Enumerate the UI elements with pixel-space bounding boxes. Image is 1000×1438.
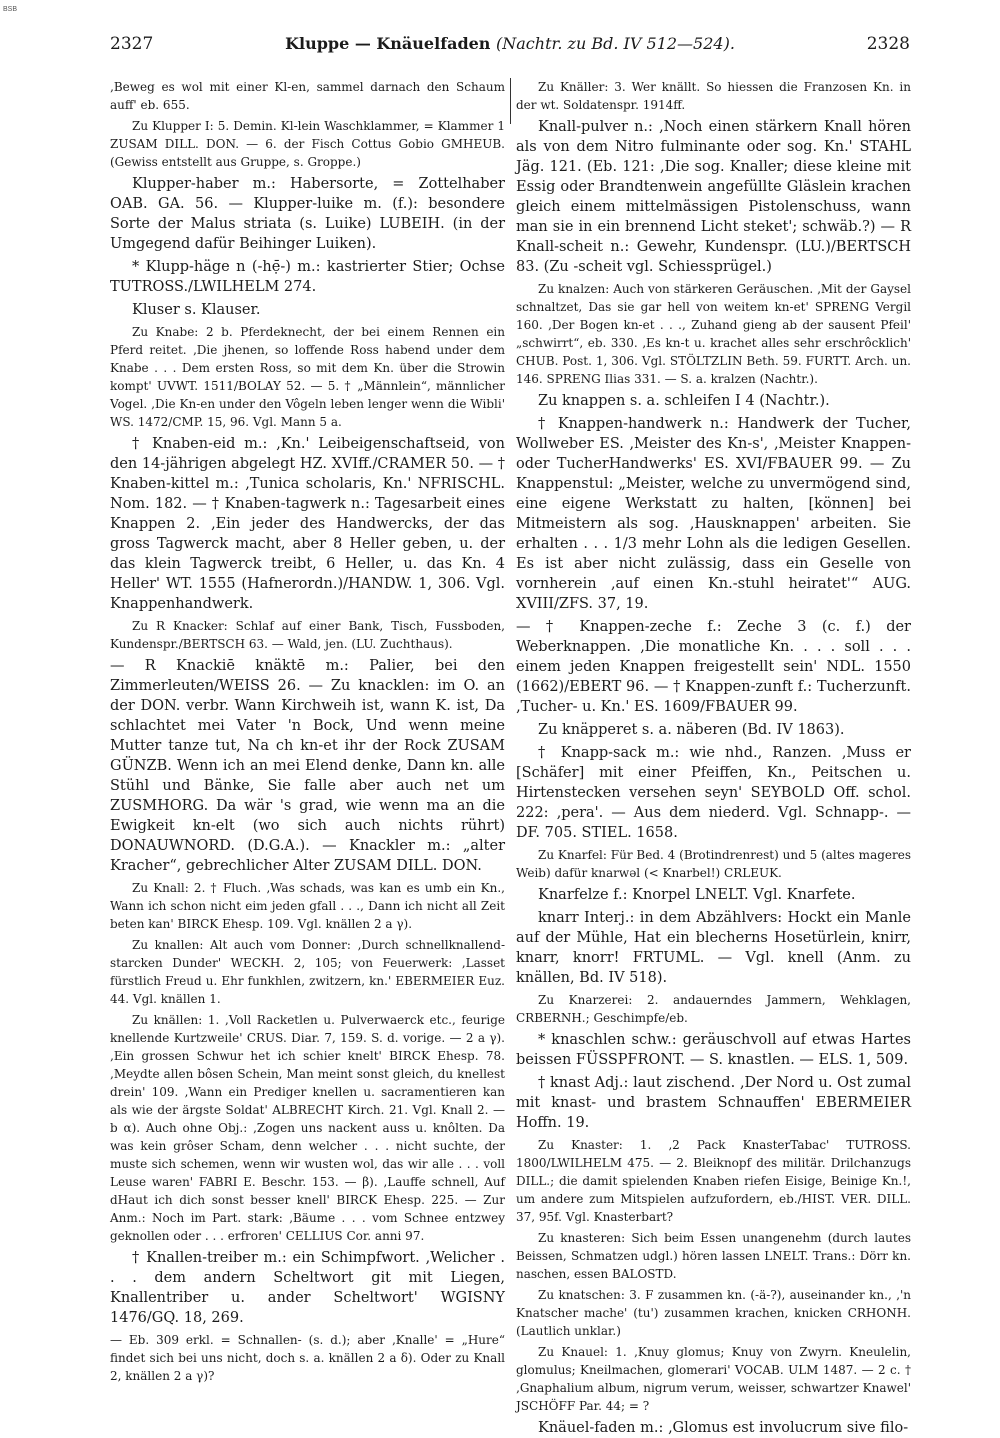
dictionary-entry: Kluser s. Klauser. [132, 302, 261, 318]
dictionary-entry: Zu R Knacker: Schlaf auf einer Bank, Tisch, Fussboden, Kundenspr./BERTSCH 63. — Wald, jen. (LU. Zuchthaus). [110, 619, 505, 651]
dictionary-entry: † knast Adj.: laut zischend. ‚Der Nord u. Ost zumal mit knast- und brastem Schnauffen' EBERMEIER Hoffn. 19. [516, 1075, 911, 1131]
dictionary-entry: Knall-pulver n.: ‚Noch einen stärkern Knall hören als von dem Nitro fulminante oder sog. Kn.' STAHL Jäg. 121. (Eb. 121: ‚Die sog. Knaller; diese kleine mit Essig oder Brandtenwein angefüllte Gläslein krachen gleich einem mittelmässigen Pistolenschuss, wann man sie in ein brennend Licht steket'; schwäb.?) — R Knall-scheit n.: Gewehr, Kundenspr. (LU.)/BERTSCH 83. (Zu -scheit vgl. Schiessprügel.) [516, 119, 911, 275]
dictionary-entry: Zu knalzen: Auch von stärkeren Geräuschen. ‚Mit der Gaysel schnaltzet, Das sie gar hell von weitem kn-et' SPRENG Vergil 160. ‚Der Bogen kn-et . . ., Zuhand gieng ab der sausent Pfeil' „schwirrt“, eb. 330. ‚Es kn-t u. krachet alles sehr erschrôcklich' CHUB. Post. 1, 306. Vgl. STÖLTZLIN Beth. 59. FURTT. Arch. un. 146. SPRENG Ilias 331. — S. a. kralzen (Nachtr.). [516, 282, 911, 386]
dictionary-entry: knarr Interj.: in dem Abzählvers: Hockt ein Manle auf der Mühle, Hat ein blecherns Hosetürlein, knirr, knarr, knorr! FRTUML. — Vgl. knell (Anm. zu knällen, Bd. IV 518). [516, 910, 911, 986]
running-title-note: (Nachtr. zu Bd. IV 512—524). [496, 34, 735, 53]
dictionary-entry: Zu knasteren: Sich beim Essen unangenehm (durch lautes Beissen, Schmatzen udgl.) hören lassen LNELT. Trans.: Dörr kn. naschen, essen BALOSTD. [516, 1231, 911, 1281]
dictionary-entry: Zu Knabe: 2 b. Pferdeknecht, der bei einem Rennen ein Pferd reitet. ‚Die jhenen, so loffende Ross habend under dem Knabe . . . Dem ersten Ross, so mit dem Kn. über die Strowin kompt' UVWT. 1511/BOLAY 52. — 5. † „Männlein“, männlicher Vogel. ‚Die Kn-en under den Vôgeln leben lenger wenn die Wibli' WS. 1472/CMP. 15, 96. Vgl. Mann 5 a. [110, 325, 505, 429]
dictionary-entry: Knäuel-faden m.: ‚Glomus est involucrum sive filo- [538, 1420, 909, 1436]
dictionary-entry: † Knaben-eid m.: ‚Kn.' Leibeigenschaftseid, von den 14-jährigen abgelegt HZ. XVIff./CRAMER 50. — † Knaben-kittel m.: ‚Tunica scholaris, Kn.' NFRISCHL. Nom. 182. — † Knaben-tagwerk n.: Tagesarbeit eines Knappen 2. ‚Ein jeder des Handwercks, der das gross Tagwerck macht, aber 8 Heller geben, u. der das klein Tagwerck treibt, 6 Heller, u. das Kn. 4 Heller' WT. 1555 (Hafnerordn.)/HANDW. 1, 306. Vgl. Knappenhandwerk. [110, 436, 505, 612]
dictionary-entry: Klupper-haber m.: Habersorte, = Zottelhaber OAB. GA. 56. — Klupper-luike m. (f.): besondere Sorte der Malus striata (s. Luike) LUBEIH. (in der Umgegend dafür Beihinger Luiken). [110, 176, 505, 252]
dictionary-entry: — † Knappen-zeche f.: Zeche 3 (c. f.) der Weberknappen. ‚Die monatliche Kn. . . . soll . . . einem jeden Knappen freigestellt sein' NDL. 1550 (1662)/EBERT 96. — † Knappen-zunft f.: Tucherzunft. ‚Tucher- u. Kn.' ES. 1609/FBAUER 99. [516, 619, 911, 715]
dictionary-entry: ‚Beweg es wol mit einer Kl-en, sammel darnach den Schaum auff' eb. 655. [110, 80, 505, 112]
dictionary-entry: — R Knackiē knäktē m.: Palier, bei den Zimmerleuten/WEISS 26. — Zu knacklen: im O. an der DON. verbr. Wann Kirchweih ist, wann K. ist, Da schlachtet mei Vater 'n Bock, Und wenn meine Mutter tanze tut, Na ch kn-et ihr der Rock ZUSAM GÜNZB. Wenn ich an mei Elend denke, Dann kn. alle Stühl und Bänke, Sie falle aber auch net um ZUSMHORG. Da wär 's grad, wie wenn ma an die Ewigkeit kn-elt (wo sich auch nichts rührt) DONAUWNORD. (D.G.A.). — Knackler m.: „alter Kracher“, gebrechlicher Alter ZUSAM DILL. DON. [110, 658, 505, 874]
dictionary-entry: Zu Knaster: 1. ‚2 Pack KnasterTabac' TUTROSS. 1800/LWILHELM 475. — 2. Bleiknopf des militär. Drilchanzugs DILL.; die damit spielenden Knaben riefen Eisige, Beinige Kn.!, um andere zum Mitspielen aufzufordern, eb./HIST. VER. DILL. 37, 95f. Vgl. Knasterbart? [516, 1138, 911, 1224]
dictionary-entry: † Knallen-treiber m.: ein Schimpfwort. ‚Welicher . . . dem andern Scheltwort git mit Liegen, Knallentriber u. ander Scheltwort' WGISNY 1476/GQ. 18, 269. [110, 1250, 505, 1326]
right-column [516, 78, 911, 1436]
page-header [110, 34, 910, 56]
left-column [110, 78, 505, 1383]
library-mark: BSB [3, 6, 18, 13]
dictionary-entry: Zu Knauel: 1. ‚Knuy glomus; Knuy von Zwyrn. Kneulelin, glomulus; Kneilmachen, glomerari' VOCAB. ULM 1487. — 2 c. † ‚Gnaphalium album, nigrum verum, weisser, schwartzer Knawel' JSCHÖFF Par. 44; = ? [516, 1345, 911, 1413]
dictionary-entry: Zu Knäller: 3. Wer knällt. So hiessen die Franzosen Kn. in der wt. Soldatenspr. 1914ff. [516, 80, 911, 112]
dictionary-entry: † Knapp-sack m.: wie nhd., Ranzen. ‚Muss er [Schäfer] mit einer Pfeiffen, Kn., Peitschen u. Hirtenstecken versehen seyn' SEYBOLD Off. schol. 222: ‚pera'. — Aus dem niederd. Vgl. Schnapp-. — DF. 705. STIEL. 1658. [516, 745, 911, 841]
page-number-left: 2327 [110, 34, 154, 54]
dictionary-entry: Zu knatschen: 3. F zusammen kn. (-ä-?), auseinander kn., ‚'n Knatscher mache' (tu') zusammen krachen, knicken CRHONH. (Lautlich unklar.) [516, 1288, 911, 1338]
dictionary-entry: Zu knällen: 1. ‚Voll Racketlen u. Pulverwaerck etc., feurige knellende Kurtzweile' CRUS. Diar. 7, 159. S. d. vorige. — 2 a γ). ‚Ein grossen Schwur het ich schier knelt' BIRCK Ehesp. 78. ‚Meydte allen bôsen Schein, Man meint sonst gleich, du knellest drein' 109. ‚Wann ein Prediger knellen u. sacramentieren kan als wie der ärgste Soldat' ALBRECHT Kirch. 21. Vgl. Knall 2. — b α). Auch ohne Obj.: ‚Zogen uns nackent auss u. knôlten. Da was kein grôser Scham, denn welcher . . . nicht suchte, der muste sich schemen, wenn wir wusten wol, das wir alle . . . voll Leuse waren' FABRI E. Beschr. 153. — β). ‚Lauffe schnell, Auf dHaut ich dich sonst besser knell' BIRCK Ehesp. 225. — Zur Anm.: Noch im Part. stark: ‚Bäume . . . vom Schnee entzwey geknollen oder . . . erfroren' CELLIUS Cor. anni 97. [110, 1013, 505, 1243]
dictionary-entry: † Knappen-handwerk n.: Handwerk der Tucher, Wollweber ES. ‚Meister des Kn-s', ‚Meister Knappen- oder TucherHandwerks' ES. XVI/FBAUER 99. — Zu Knappenstul: „Meister, welche zu unvermögend sind, eine eigene Werkstatt zu halten, [können] bei Mitmeistern als sog. ‚Hausknappen' arbeiten. Sie erhalten . . . 1/3 mehr Lohn als die ledigen Gesellen. Es ist aber nicht zulässig, dass ein Geselle von vornherein ‚auf einen Kn.-stuhl heiratet'“ AUG. XVIII/ZFS. 37, 19. [516, 416, 911, 612]
page-number-right: 2328 [866, 34, 910, 54]
dictionary-entry: Zu Knarzerei: 2. andauerndes Jammern, Wehklagen, CRBERNH.; Geschimpfe/eb. [516, 993, 911, 1025]
dictionary-entry: Zu Klupper I: 5. Demin. Kl-lein Waschklammer, = Klammer 1 ZUSAM DILL. DON. — 6. der Fisch Cottus Gobio GMHEUB. (Gewiss entstellt aus Gruppe, s. Groppe.) [110, 119, 505, 169]
column-divider [510, 78, 511, 124]
dictionary-entry: — Eb. 309 erkl. = Schnallen- (s. d.); aber ‚Knalle' = „Hure“ findet sich bei uns nicht, doch s. a. knällen 2 a δ). Oder zu Knall 2, knällen 2 a γ)? [110, 1333, 505, 1383]
dictionary-entry: Zu knäpperet s. a. näberen (Bd. IV 1863). [538, 722, 845, 738]
running-title [110, 34, 910, 53]
dictionary-entry: Knarfelze f.: Knorpel LNELT. Vgl. Knarfete. [538, 887, 856, 903]
dictionary-entry: Zu knappen s. a. schleifen I 4 (Nachtr.). [538, 393, 830, 409]
dictionary-entry: Zu knallen: Alt auch vom Donner: ‚Durch schnellknallend-starcken Dunder' WECKH. 2, 105; von Feuerwerk: ‚Lasset fürstlich Freud u. Ehr funkhlen, zwitzern, kn.' EBERMEIER Euz. 44. Vgl. knällen 1. [110, 938, 505, 1006]
dictionary-entry: * Klupp-häge n (-hẹ̄-) m.: kastrierter Stier; Ochse TUTROSS./LWILHELM 274. [110, 259, 505, 295]
dictionary-entry: Zu Knall: 2. † Fluch. ‚Was schads, was kan es umb ein Kn., Wann ich schon nicht eim jeden gfall . . ., Dann ich nicht all Zeit beten kan' BIRCK Ehesp. 109. Vgl. knällen 2 a γ). [110, 881, 505, 931]
dictionary-entry: Zu Knarfel: Für Bed. 4 (Brotindrenrest) und 5 (altes mageres Weib) dafür knarwəl (< Knarbel!) CRLEUK. [516, 848, 911, 880]
dictionary-entry: * knaschlen schw.: geräuschvoll auf etwas Hartes beissen FÜSSPFRONT. — S. knastlen. — ELS. 1, 509. [516, 1032, 911, 1068]
running-title-main: Kluppe — Knäuelfaden [285, 34, 491, 53]
